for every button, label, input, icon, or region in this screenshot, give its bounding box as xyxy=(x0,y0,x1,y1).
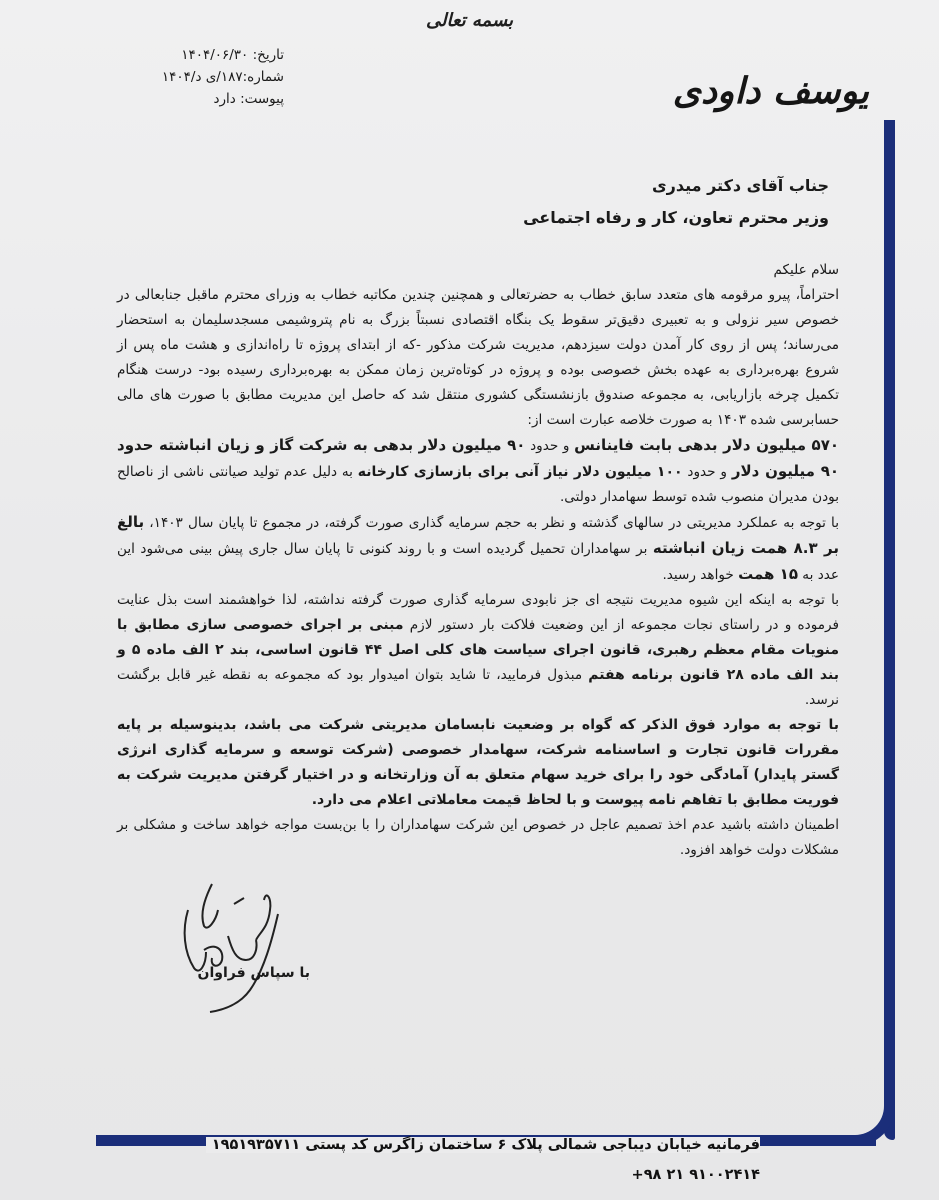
text-fragment: با توجه به اینکه این شیوه مدیریت نتیجه ای جز نابودی سرمایه گذاری صورت گرفته نداشته، لذا خواهشمند است بذل عنایت فرموده و در راستای نجات مجموعه از این وضعیت فلاکت بار دستور لازم xyxy=(117,592,840,633)
text-fragment: مبذول فرمایید، تا شاید بتوان امیدوار بود که مجموعه به نقطه غیر قابل برگشت نرسد. xyxy=(117,667,839,708)
accumulated-loss: بالغ بر ۸.۳ همت زیان انباشته xyxy=(117,513,839,557)
footer-address: فرمانیه خیابان دیباجی شمالی پلاک ۶ ساختمان زاگرس کد پستی ۱۹۵۱۹۳۵۷۱۱ xyxy=(206,1137,760,1153)
footer-phone: +۹۸ ۲۱ ۹۱۰۰۲۴۱۴ xyxy=(631,1167,760,1183)
letter-date: تاریخ: ۱۴۰۴/۰۶/۳۰ xyxy=(181,47,284,63)
privatization-request: مبنی بر اجرای خصوصی سازی مطابق با منویات مقام معظم رهبری، قانون اجرای سیاست های کلی اصل ۴۴ قانون اساسی، بند ۲ الف ماده ۵ و بند الف ماده ۲۸ قانون برنامه هفتم xyxy=(117,617,839,683)
text-fragment: و حدود xyxy=(682,464,732,480)
paragraph-3 xyxy=(117,510,839,588)
paragraph-4 xyxy=(117,588,839,713)
frame-vertical-bar xyxy=(884,120,895,1140)
text-fragment: به دلیل عدم تولید صیانتی ناشی از ناصالح بودن مدیران منصوب شده توسط سهامدار دولتی. xyxy=(117,464,839,505)
greeting: سلام علیکم xyxy=(773,262,839,278)
debt-gas: ۹۰ میلیون دلار بدهی به شرکت گاز و زیان انباشته حدود ۹۰ میلیون دلار xyxy=(117,436,839,480)
letterhead-footer xyxy=(200,1130,760,1190)
letter-attachment: پیوست: دارد xyxy=(213,91,284,107)
signature-area xyxy=(160,880,330,1020)
paragraph-1: احتراماً، پیرو مرقومه های متعدد سابق خطاب به حضرتعالی و همچنین چندین مکاتبه خطاب به وزرای محترم ماقبل جنابعالی در خصوص سیر نزولی و به تعبیری دقیق‌تر سقوط یک بنگاه اقتصادی نسبتاً بزرگ به نام پتروشیمی مسجدسلیمان به استحضار می‌رساند؛ پس از روی کار آمدن دولت سیزدهم، مدیریت شرکت مذکور -که از ابتدای پروژه تا راه‌اندازی و هشت ماه پس از شروع بهره‌برداری به عهده بخش خصوصی بوده و پروژه در کوتاه‌ترین زمان ممکن به بهره‌برداری رسیده بود- درست هنگام تکمیل چرخه بازاریابی، به مجموعه صندوق بازنشستگی کشوری منتقل شد که حاصل این مدیریت مطابق با صورت های مالی حسابرسی شده ۱۴۰۳ به صورت خلاصه عبارت است از: xyxy=(117,287,839,428)
letter-number: شماره:۱۸۷/ی د/۱۴۰۴ xyxy=(161,69,284,85)
text-fragment: بر سهامداران تحمیل گردیده است و با روند کنونی تا پایان سال جاری پیش بینی می‌شود این عدد به xyxy=(117,541,839,583)
recipient-name: جناب آقای دکتر میدری xyxy=(651,176,829,195)
text-fragment: و حدود xyxy=(525,438,575,454)
text-fragment: با توجه به عملکرد مدیریتی در سالهای گذشته و نظر به حجم سرمایه گذاری صورت گرفته، در مجموع تا پایان سال ۱۴۰۳، xyxy=(144,515,839,531)
debt-finance: ۵۷۰ میلیون دلار بدهی بابت فاینانس xyxy=(574,436,840,454)
paragraph-2 xyxy=(117,433,839,510)
letter-meta xyxy=(114,44,284,110)
paragraph-5: با توجه به موارد فوق الذکر که گواه بر وضعیت نابسامان مدیریتی شرکت می باشد، بدینوسیله بر پایه مقررات قانون تجارت و اساسنامه شرکت، سهامدار خصوصی (شرکت توسعه و سرمایه گذاری انرژی گستر پایدار) آمادگی خود را برای خرید سهام متعلق به آن وزارتخانه و در اختیار گرفتن مدیریت شرکت به فوریت مطابق با تفاهم نامه پیوست و با لحاظ قیمت معاملاتی اعلام می دارد. xyxy=(117,717,839,808)
projected-loss: ۱۵ همت xyxy=(738,565,798,583)
letter-body xyxy=(117,258,839,863)
rebuild-need: ۱۰۰ میلیون دلار نیاز آنی برای بازسازی کارخانه xyxy=(357,464,683,480)
bismillah-heading: بسمه تعالی xyxy=(425,10,514,31)
paragraph-6: اطمینان داشته باشید عدم اخذ تصمیم عاجل در خصوص این شرکت سهامداران را با بن‌بست مواجه خواهد ساخت و مشکلی بر مشکلات دولت خواهد افزود. xyxy=(117,817,839,858)
text-fragment: خواهد رسید. xyxy=(662,567,739,583)
letterhead-logo-name: یوسف داودی xyxy=(672,70,869,112)
closing-text: با سپاس فراوان xyxy=(197,965,310,981)
recipient-title: وزیر محترم تعاون، کار و رفاه اجتماعی xyxy=(523,208,829,227)
recipient-block xyxy=(523,170,829,234)
handwritten-signature xyxy=(160,880,330,1020)
